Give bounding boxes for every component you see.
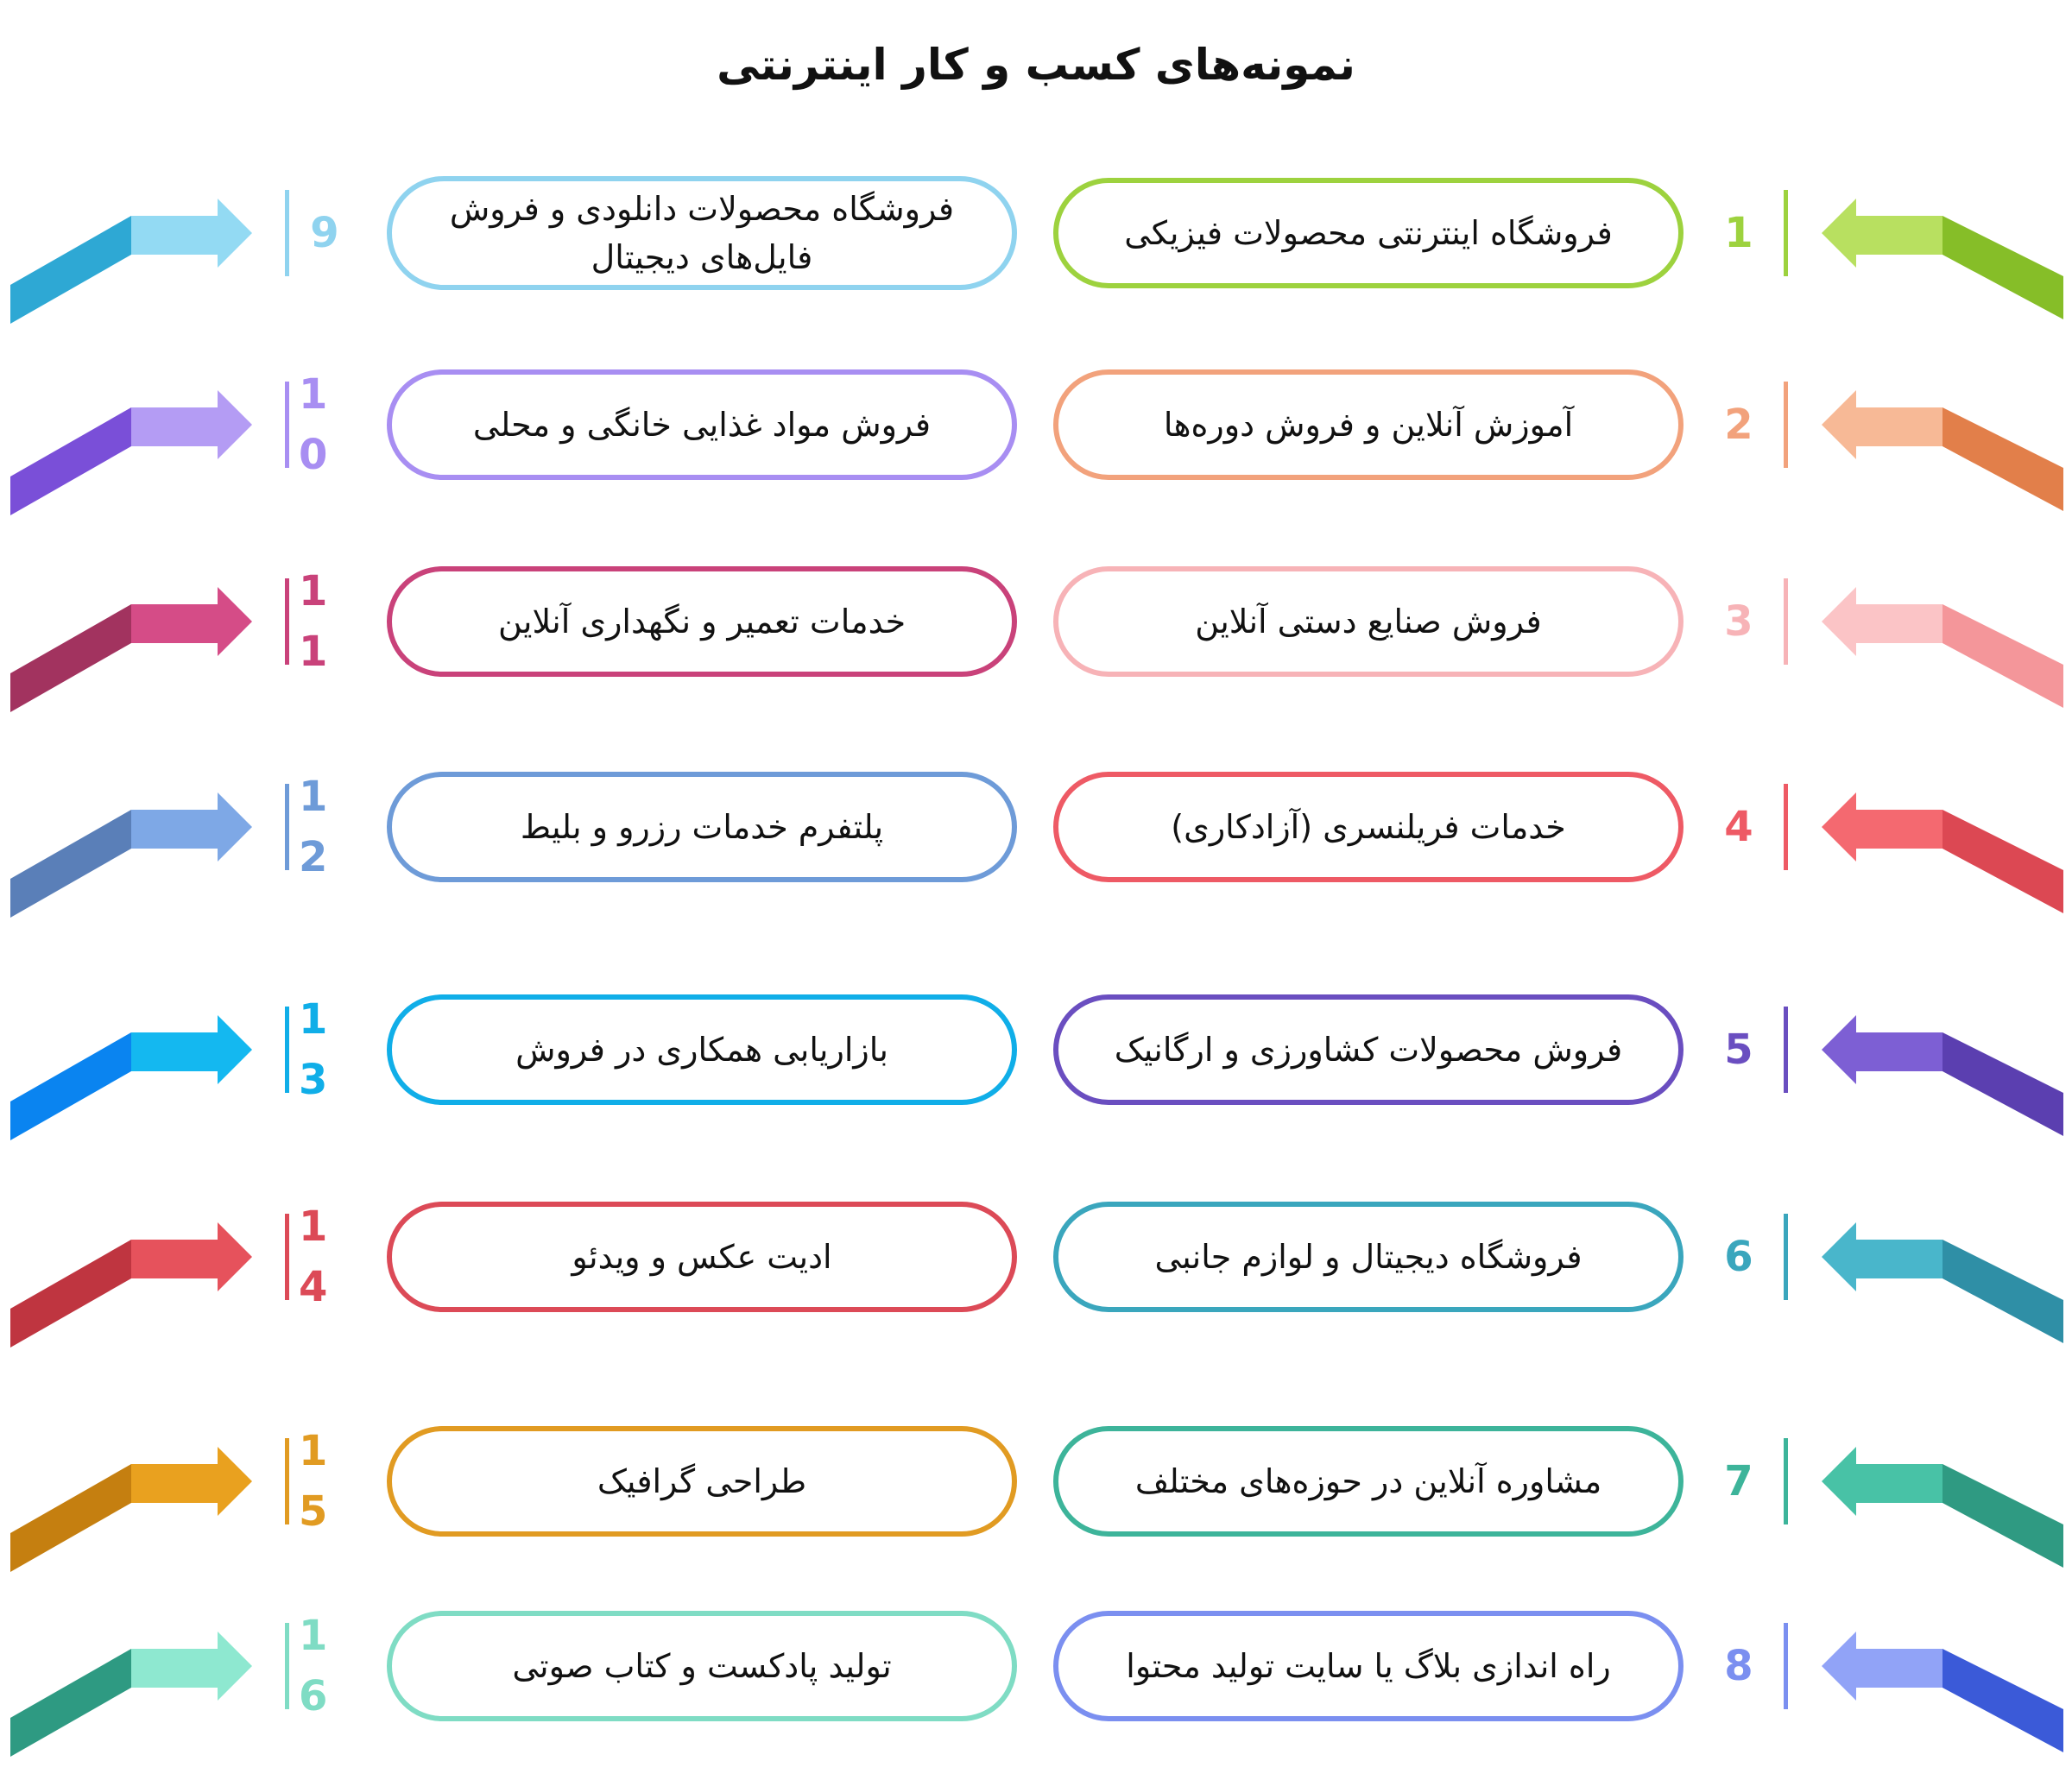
arrow-head <box>131 199 252 268</box>
divider-line <box>285 784 289 870</box>
arrow-tail <box>10 1464 131 1572</box>
arrow-head <box>1822 390 1942 459</box>
item-box: بازاریابی همکاری در فروش <box>387 994 1017 1105</box>
arrow-head <box>131 587 252 656</box>
arrow-head <box>1822 1447 1942 1516</box>
arrow-tail <box>10 810 131 918</box>
arrow-tail <box>1942 1649 2063 1752</box>
arrow-tail <box>10 407 131 515</box>
arrow-right-pointing-icon <box>10 173 269 345</box>
item-box: ادیت عکس و ویدئو <box>387 1202 1017 1312</box>
arrow-right-pointing-icon <box>10 1606 269 1778</box>
arrow-head <box>1822 1015 1942 1084</box>
arrow-head <box>1822 1632 1942 1701</box>
item-box: پلتفرم خدمات رزرو و بلیط <box>387 772 1017 882</box>
arrow-head <box>131 792 252 862</box>
item-box: راه اندازی بلاگ یا سایت تولید محتوا <box>1053 1611 1684 1721</box>
item-number: 1 <box>1724 209 1753 257</box>
divider-line <box>1784 784 1788 870</box>
item-number: 5 <box>1724 1026 1753 1074</box>
divider-line <box>285 382 289 468</box>
arrow-tail <box>10 1240 131 1348</box>
item-number: 11 <box>299 567 380 676</box>
arrow-left-pointing-icon <box>1813 173 2072 345</box>
divider-line <box>285 1623 289 1709</box>
arrow-left-pointing-icon <box>1813 767 2072 939</box>
item-number: 3 <box>1724 597 1753 646</box>
divider-line <box>285 1438 289 1524</box>
item-number: 9 <box>310 209 339 257</box>
arrow-head <box>1822 587 1942 656</box>
divider-line <box>1784 1007 1788 1093</box>
item-number: 4 <box>1724 803 1753 851</box>
item-number: 2 <box>1724 401 1753 449</box>
arrow-tail <box>1942 1240 2063 1343</box>
item-box: آموزش آنلاین و فروش دوره‌ها <box>1053 369 1684 480</box>
item-number: 16 <box>299 1612 380 1720</box>
arrow-tail <box>1942 1464 2063 1568</box>
arrow-left-pointing-icon <box>1813 989 2072 1162</box>
arrow-tail <box>10 1032 131 1140</box>
arrow-head <box>131 1632 252 1701</box>
arrow-left-pointing-icon <box>1813 1196 2072 1369</box>
divider-line <box>285 1007 289 1093</box>
arrow-right-pointing-icon <box>10 1421 269 1594</box>
arrow-right-pointing-icon <box>10 1196 269 1369</box>
item-number: 7 <box>1724 1457 1753 1505</box>
arrow-head <box>1822 199 1942 268</box>
item-box: خدمات تعمیر و نگهداری آنلاین <box>387 566 1017 677</box>
divider-line <box>1784 578 1788 665</box>
arrow-tail <box>1942 407 2063 511</box>
arrow-right-pointing-icon <box>10 561 269 734</box>
item-box: فروشگاه اینترنتی محصولات فیزیکی <box>1053 178 1684 288</box>
arrow-left-pointing-icon <box>1813 1421 2072 1594</box>
item-number: 8 <box>1724 1642 1753 1690</box>
arrow-tail <box>1942 604 2063 708</box>
item-box: فروشگاه دیجیتال و لوازم جانبی <box>1053 1202 1684 1312</box>
arrow-head <box>1822 1222 1942 1291</box>
item-box: فروشگاه محصولات دانلودی و فروش فایل‌های دیجیتال <box>387 176 1017 290</box>
divider-line <box>285 190 289 276</box>
item-number: 14 <box>299 1202 380 1311</box>
arrow-tail <box>10 216 131 324</box>
divider-line <box>1784 1214 1788 1300</box>
item-box: فروش مواد غذایی خانگی و محلی <box>387 369 1017 480</box>
arrow-head <box>1822 792 1942 862</box>
item-number: 13 <box>299 995 380 1104</box>
arrow-tail <box>10 1649 131 1757</box>
divider-line <box>285 578 289 665</box>
divider-line <box>1784 1623 1788 1709</box>
arrow-head <box>131 1222 252 1291</box>
item-box: طراحی گرافیک <box>387 1426 1017 1537</box>
divider-line <box>1784 190 1788 276</box>
arrow-right-pointing-icon <box>10 364 269 537</box>
arrow-head <box>131 1447 252 1516</box>
item-box: فروش صنایع دستی آنلاین <box>1053 566 1684 677</box>
page-title: نمونه‌های کسب و کار اینترنتی <box>717 40 1355 90</box>
arrow-tail <box>1942 1032 2063 1136</box>
arrow-left-pointing-icon <box>1813 1606 2072 1778</box>
item-box: فروش محصولات کشاورزی و ارگانیک <box>1053 994 1684 1105</box>
arrow-right-pointing-icon <box>10 989 269 1162</box>
divider-line <box>285 1214 289 1300</box>
arrow-right-pointing-icon <box>10 767 269 939</box>
arrow-tail <box>1942 810 2063 913</box>
divider-line <box>1784 382 1788 468</box>
item-number: 12 <box>299 773 380 881</box>
item-number: 15 <box>299 1427 380 1536</box>
item-box: خدمات فریلنسری (آزادکاری) <box>1053 772 1684 882</box>
item-box: تولید پادکست و کتاب صوتی <box>387 1611 1017 1721</box>
item-number: 6 <box>1724 1233 1753 1281</box>
item-box: مشاوره آنلاین در حوزه‌های مختلف <box>1053 1426 1684 1537</box>
arrow-left-pointing-icon <box>1813 364 2072 537</box>
arrow-head <box>131 1015 252 1084</box>
item-number: 10 <box>299 370 380 479</box>
arrow-tail <box>1942 216 2063 319</box>
arrow-tail <box>10 604 131 712</box>
arrow-left-pointing-icon <box>1813 561 2072 734</box>
divider-line <box>1784 1438 1788 1524</box>
arrow-head <box>131 390 252 459</box>
